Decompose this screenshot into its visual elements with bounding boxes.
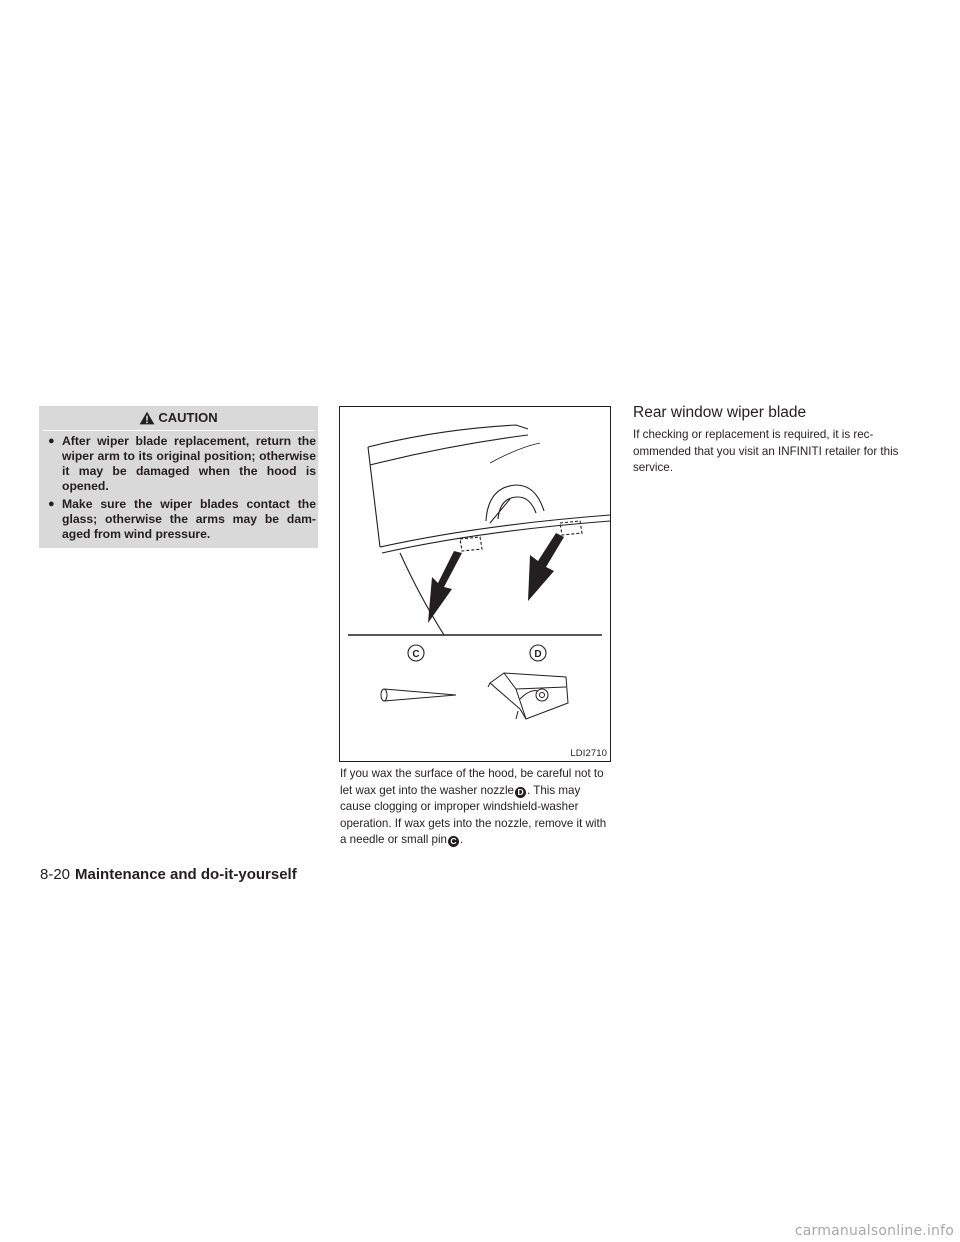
rear-wiper-heading: Rear window wiper blade [633, 404, 807, 421]
needle-illustration [381, 689, 456, 701]
section-title: Maintenance and do-it-yourself [75, 866, 297, 883]
watermark: carmanualsonline.info [794, 1223, 954, 1239]
caution-heading [39, 406, 318, 429]
washer-nozzle-figure [339, 406, 611, 762]
label-d: D [534, 649, 542, 660]
caution-box [39, 406, 318, 548]
wax-text-1: If you wax the surface of the hood, be careful not to let wax get into the washer nozzle [340, 767, 604, 797]
wax-text-3: . [459, 833, 464, 846]
warning-icon [139, 411, 155, 425]
bullet-icon: ● [48, 435, 55, 447]
nozzle-illustration [488, 673, 568, 719]
caution-item-text: Make sure the wiper blades contact the glass; otherwise the arms may be dam-aged from wind pressure. [62, 497, 316, 541]
hood-illustration [340, 407, 610, 761]
ref-d-icon: D [515, 787, 526, 798]
page-footer [40, 866, 297, 883]
caution-divider [43, 430, 314, 431]
wax-text-2: . This may cause clogging or improper windshield-washer operation. If wax gets into the nozzle, remove it with a needle or small pin [340, 783, 607, 846]
ref-c-icon: C [448, 836, 459, 847]
caution-item-1 [48, 434, 316, 494]
figure-code: LDI2710 [570, 748, 607, 759]
rear-wiper-text: If checking or replacement is required, it is rec-ommended that you visit an INFINITI retailer for this service. [633, 428, 899, 474]
page-number: 8-20 [40, 866, 71, 883]
caution-heading-text: CAUTION [158, 410, 218, 425]
caution-item-text: After wiper blade replacement, return the wiper arm to its original position; otherwise it may be damaged when the hood is opened. [62, 434, 316, 493]
bullet-icon: ● [48, 498, 55, 510]
wax-paragraph [340, 766, 612, 849]
label-c: C [412, 649, 420, 660]
caution-item-2 [48, 497, 316, 542]
